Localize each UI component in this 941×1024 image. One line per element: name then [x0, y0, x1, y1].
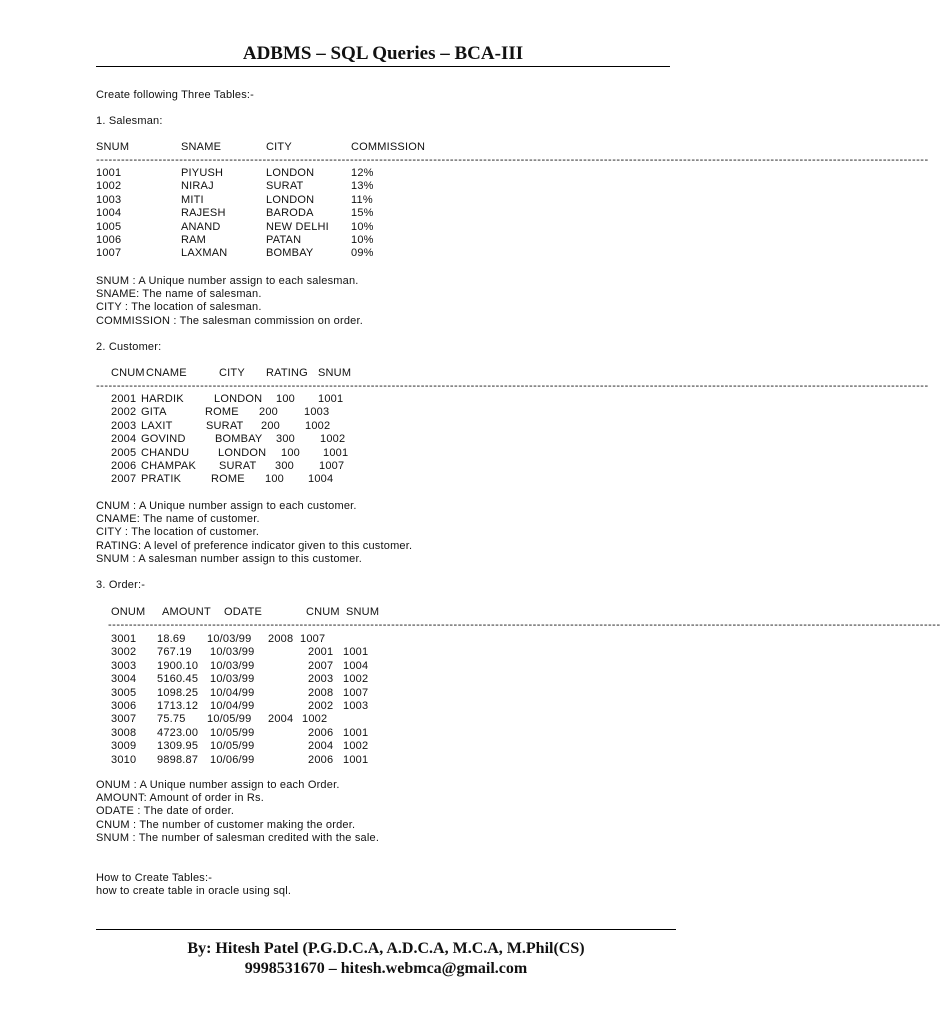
table-cell: 10/05/99 — [210, 726, 255, 739]
table-cell: 200 — [259, 406, 278, 419]
table-cell: ROME — [205, 406, 239, 419]
table-cell: 2007 — [308, 659, 334, 672]
table-cell: 100 — [265, 473, 284, 486]
table-cell: PRATIK — [141, 473, 182, 486]
table-cell: LONDON — [266, 193, 315, 206]
table-cell: 3006 — [111, 700, 137, 712]
table-cell: 2006 — [308, 753, 334, 766]
definition-line: COMMISSION : The salesman commission on order. — [96, 314, 363, 327]
definition-line: SNUM : The number of salesman credited with the sale. — [96, 831, 380, 844]
table-cell: 1006 — [96, 234, 122, 246]
howto-text: how to create table in oracle using sql. — [96, 885, 292, 897]
table-cell: BOMBAY — [266, 247, 314, 260]
table-cell: 1007 — [319, 460, 345, 472]
table-cell: 10/03/99 — [210, 646, 255, 659]
table-cell: 2004 — [111, 433, 137, 446]
table-cell: LONDON — [218, 446, 267, 459]
column-header: CNUM — [111, 367, 145, 379]
table-cell: 10/04/99 — [210, 686, 255, 699]
table-cell: 3007 — [111, 713, 137, 726]
table-cell: 10/05/99 — [207, 713, 252, 726]
contact-line: 9998531670 – hitesh.webmca@gmail.com — [244, 960, 528, 977]
table-cell: 3002 — [111, 646, 137, 659]
table-cell: 2004 — [308, 740, 334, 753]
column-header: ONUM — [111, 606, 146, 618]
table-cell: 3005 — [111, 686, 137, 699]
table-cell: 200 — [261, 419, 280, 432]
column-header: COMMISSION — [351, 141, 426, 153]
table-cell: NEW DELHI — [266, 220, 329, 233]
column-header: CNAME — [146, 367, 187, 379]
definition-line: SNAME: The name of salesman. — [96, 288, 262, 301]
table-cell: NIRAJ — [181, 180, 214, 193]
document-title: ADBMS – SQL Queries – BCA-III — [242, 43, 524, 64]
table-cell: RAM — [181, 234, 207, 246]
definition-line: CNUM : A Unique number assign to each customer. — [96, 500, 357, 512]
definition-line: AMOUNT: Amount of order in Rs. — [96, 792, 264, 805]
table-cell: 2005 — [111, 446, 137, 459]
table-cell: 10/03/99 — [210, 673, 255, 686]
table-cell: 2002 — [308, 700, 334, 712]
table-cell: 1900.10 — [157, 659, 199, 672]
table-cell: 1309.95 — [157, 740, 199, 753]
header-rule — [96, 66, 670, 67]
table-cell: 1003 — [343, 700, 369, 712]
column-header: CNUM — [306, 606, 340, 618]
definition-line: RATING: A level of preference indicator given to this customer. — [96, 539, 413, 552]
column-header: ODATE — [224, 606, 263, 618]
table-cell: 1098.25 — [157, 686, 199, 699]
table-cell: 10% — [351, 234, 374, 246]
table-cell: 2008 — [308, 686, 334, 699]
table-cell: 1001 — [343, 726, 369, 739]
table-divider: -------------------------------------------------------------------------------------------------------------------------------------------------------------------------------------------------------- — [96, 380, 929, 392]
table-cell: SURAT — [219, 460, 257, 472]
table-cell: 2007 — [111, 473, 137, 486]
definition-line: SNUM : A Unique number assign to each salesman. — [96, 275, 359, 287]
table-cell: RAJESH — [181, 207, 226, 220]
table-cell: CHAMPAK — [141, 460, 196, 472]
table-cell: 2006 — [308, 726, 334, 739]
table-divider: -------------------------------------------------------------------------------------------------------------------------------------------------------------------------------------------------------- — [108, 619, 941, 631]
howto-heading: How to Create Tables:- — [96, 872, 213, 884]
table-cell: 10% — [351, 220, 374, 233]
table-cell: ANAND — [181, 220, 221, 233]
table-cell: 2002 — [111, 406, 137, 419]
table-cell: 1001 — [96, 167, 122, 179]
table-cell: 10/03/99 — [207, 633, 252, 645]
table-cell: 15% — [351, 207, 374, 220]
customer-heading: 2. Customer: — [96, 341, 162, 353]
table-cell: SURAT — [206, 419, 244, 432]
table-cell: LAXMAN — [181, 247, 228, 260]
table-cell: 100 — [281, 446, 300, 459]
table-divider: -------------------------------------------------------------------------------------------------------------------------------------------------------------------------------------------------------- — [96, 154, 929, 166]
definition-line: CNUM : The number of customer making the order. — [96, 818, 356, 831]
table-cell: 5160.45 — [157, 673, 199, 686]
definition-line: ODATE : The date of order. — [96, 805, 235, 818]
table-cell: 767.19 — [157, 646, 192, 659]
table-cell: 3009 — [111, 740, 137, 753]
table-cell: 11% — [351, 193, 373, 206]
table-cell: GOVIND — [141, 433, 186, 446]
table-cell: 1003 — [304, 406, 330, 419]
intro-text: Create following Three Tables:- — [96, 89, 255, 101]
table-cell: 2003 — [111, 419, 137, 432]
table-cell: GITA — [141, 406, 167, 419]
table-cell: 9898.87 — [157, 753, 199, 766]
definition-line: SNUM : A salesman number assign to this customer. — [96, 552, 362, 565]
table-cell: 1713.12 — [157, 700, 199, 712]
table-cell: LONDON — [214, 393, 263, 405]
table-cell: BOMBAY — [215, 433, 263, 446]
table-cell: 13% — [351, 180, 374, 193]
table-cell: HARDIK — [141, 393, 184, 405]
definition-line: CNAME: The name of customer. — [96, 513, 260, 526]
table-cell: 10/05/99 — [210, 740, 255, 753]
table-cell: 1007 — [96, 247, 122, 260]
table-cell: 1002 — [302, 713, 328, 726]
column-header: RATING — [266, 367, 308, 379]
table-cell: 75.75 — [157, 713, 186, 726]
table-cell: 2008 — [268, 633, 294, 645]
table-cell: 1005 — [96, 220, 122, 233]
table-cell: 12% — [351, 167, 374, 179]
table-cell: 1002 — [96, 180, 122, 193]
table-cell: 2001 — [308, 646, 334, 659]
table-cell: 100 — [276, 393, 295, 405]
table-cell: SURAT — [266, 180, 304, 193]
table-cell: PATAN — [266, 234, 302, 246]
table-cell: ROME — [211, 473, 245, 486]
table-cell: 1001 — [343, 753, 369, 766]
table-cell: 1007 — [300, 633, 326, 645]
table-cell: 2001 — [111, 393, 137, 405]
salesman-heading: 1. Salesman: — [96, 115, 163, 127]
column-header: SNUM — [318, 367, 352, 379]
definition-line: CITY : The location of salesman. — [96, 301, 262, 314]
table-cell: 1001 — [343, 646, 369, 659]
definition-line: CITY : The location of customer. — [96, 526, 260, 539]
footer-rule — [96, 929, 676, 930]
table-cell: 1002 — [305, 419, 331, 432]
order-heading: 3. Order:- — [96, 579, 146, 591]
definition-line: ONUM : A Unique number assign to each Order. — [96, 779, 340, 791]
column-header: SNAME — [181, 141, 222, 153]
table-cell: CHANDU — [141, 446, 190, 459]
table-cell: 1001 — [318, 393, 344, 405]
column-header: AMOUNT — [162, 606, 211, 618]
table-cell: 10/04/99 — [210, 700, 255, 712]
column-header: SNUM — [346, 606, 380, 618]
table-cell: 2003 — [308, 673, 334, 686]
table-cell: MITI — [181, 193, 204, 206]
table-cell: 3010 — [111, 753, 137, 766]
table-cell: 3004 — [111, 673, 137, 686]
table-cell: 3001 — [111, 633, 137, 645]
table-cell: PIYUSH — [181, 167, 224, 179]
table-cell: 1004 — [343, 659, 369, 672]
table-cell: 10/03/99 — [210, 659, 255, 672]
table-cell: 4723.00 — [157, 726, 199, 739]
table-cell: 1002 — [343, 673, 369, 686]
table-cell: 1003 — [96, 193, 122, 206]
column-header: SNUM — [96, 141, 130, 153]
table-cell: 1004 — [308, 473, 334, 486]
table-cell: 300 — [276, 433, 295, 446]
table-cell: 2004 — [268, 713, 294, 726]
column-header: CITY — [219, 367, 245, 379]
table-cell: 2006 — [111, 460, 137, 472]
table-cell: 3003 — [111, 659, 137, 672]
column-header: CITY — [266, 141, 292, 153]
table-cell: 1007 — [343, 686, 369, 699]
table-cell: 10/06/99 — [210, 753, 255, 766]
table-cell: 1002 — [343, 740, 369, 753]
author-line: By: Hitesh Patel (P.G.D.C.A, A.D.C.A, M.C.A, M.Phil(CS) — [187, 940, 585, 957]
table-cell: 1001 — [323, 446, 349, 459]
table-cell: 300 — [275, 460, 294, 472]
table-cell: LONDON — [266, 167, 315, 179]
table-cell: 1004 — [96, 207, 122, 220]
table-cell: 09% — [351, 247, 374, 260]
table-cell: BARODA — [266, 207, 314, 220]
table-cell: 1002 — [320, 433, 346, 446]
table-cell: 3008 — [111, 726, 137, 739]
table-cell: 18.69 — [157, 633, 186, 645]
table-cell: LAXIT — [141, 419, 173, 432]
